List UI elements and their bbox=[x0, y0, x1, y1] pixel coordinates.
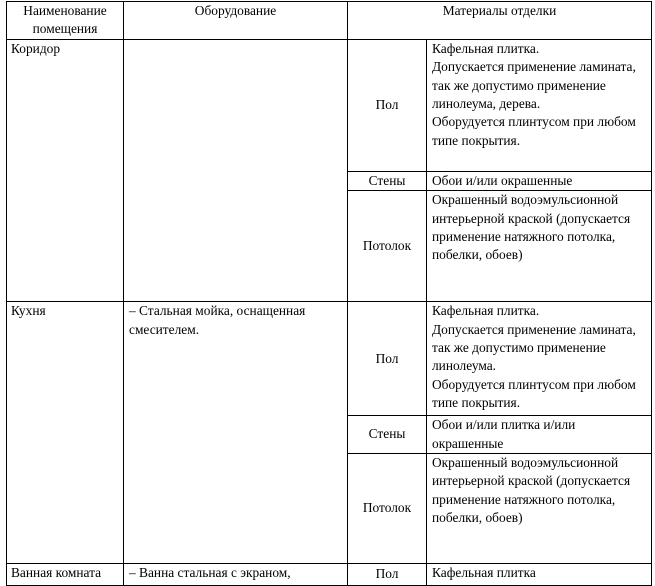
material-kitchen-floor: Кафельная плитка. Допускается применение ламината, так же допустимо применение линолеума. Оборудуется плинтусом при любом типе покрытия. bbox=[427, 302, 652, 416]
material-kitchen-walls: Обои и/или плитка и/или окрашенные bbox=[427, 416, 652, 454]
finishing-table bbox=[6, 1, 652, 586]
equipment-corridor bbox=[124, 39, 348, 301]
label-corridor-ceiling: Потолок bbox=[348, 191, 427, 302]
material-kitchen-ceiling: Окрашенный водоэмульсионной интерьерной краской (допускается применение натяжного потолка, побелки, обоев) bbox=[427, 454, 652, 564]
material-bathroom-floor: Кафельная плитка bbox=[427, 564, 652, 586]
table-row bbox=[7, 302, 652, 416]
material-corridor-walls: Обои и/или окрашенные bbox=[427, 171, 652, 190]
label-corridor-walls: Стены bbox=[348, 171, 427, 190]
header-row bbox=[7, 2, 652, 40]
material-corridor-ceiling: Окрашенный водоэмульсионной интерьерной краской (допускается применение натяжного потолка, побелки, обоев) bbox=[427, 191, 652, 302]
header-materials: Материалы отделки bbox=[348, 2, 652, 40]
label-bathroom-floor: Пол bbox=[348, 564, 427, 586]
header-equipment: Оборудование bbox=[124, 2, 348, 40]
table-row bbox=[7, 39, 652, 171]
label-kitchen-floor: Пол bbox=[348, 302, 427, 416]
equipment-kitchen: – Стальная мойка, оснащенная смесителем. bbox=[124, 302, 348, 564]
label-kitchen-walls: Стены bbox=[348, 416, 427, 454]
material-corridor-floor: Кафельная плитка. Допускается применение ламината, так же допустимо применение линолеума, дерева. Оборудуется плинтусом при любом типе покрытия. bbox=[427, 39, 652, 171]
label-kitchen-ceiling: Потолок bbox=[348, 454, 427, 564]
room-corridor: Коридор bbox=[7, 39, 124, 301]
equipment-bathroom: – Ванна стальная с экраном, bbox=[124, 564, 348, 586]
header-room: Наименование помещения bbox=[7, 2, 124, 40]
room-bathroom: Ванная комната bbox=[7, 564, 124, 586]
room-kitchen: Кухня bbox=[7, 302, 124, 564]
label-corridor-floor: Пол bbox=[348, 39, 427, 171]
table-row bbox=[7, 564, 652, 586]
